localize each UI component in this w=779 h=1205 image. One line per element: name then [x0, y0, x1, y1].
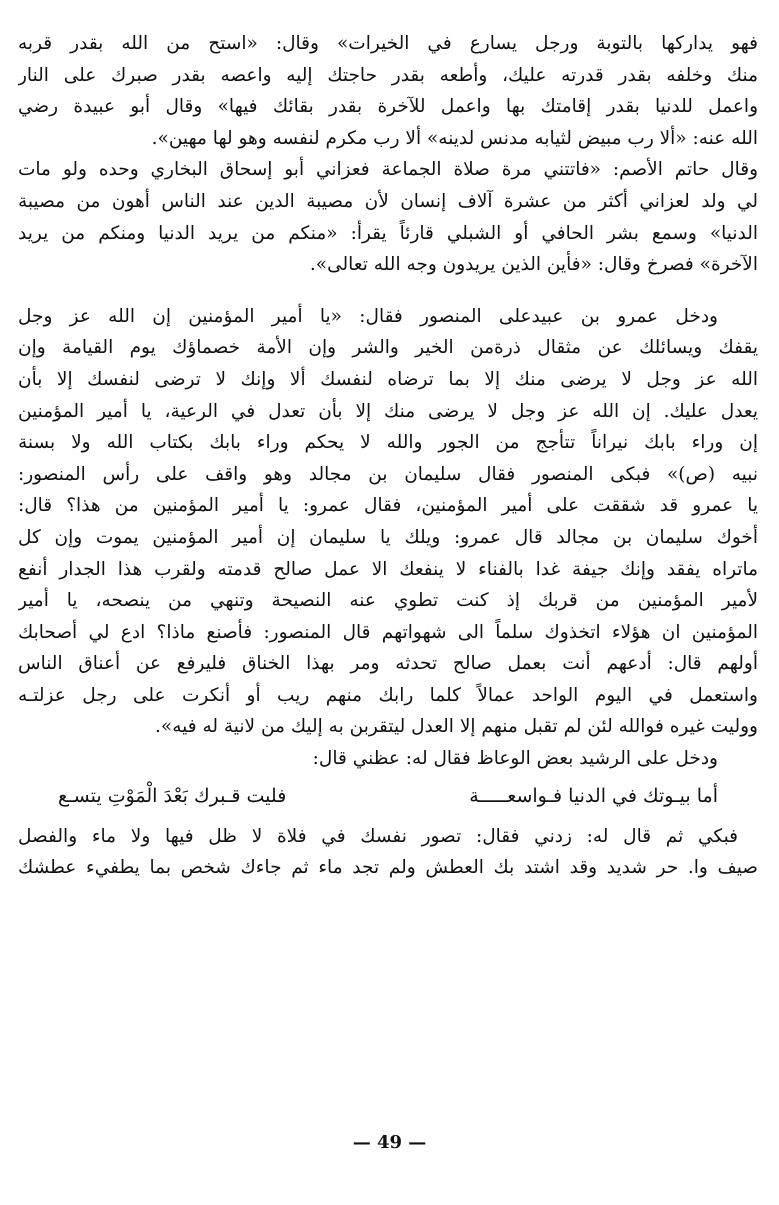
text-line: الله عنه: «ألا رب مبيض لثيابه مدنس لدينه» ألا رب مكرم لنفسه وهو لها مهين». [151, 127, 758, 149]
text-line: ووليت غيره فوالله لئن لم تقبل منهم إلا العدل ليتقربن به إليك من لانية له فيه». [155, 716, 758, 738]
text-line: ماتراه يفقد وإنك جيفة غدا بالفناء لا ينفعك الا عمل صالح قدمته ولقرب هذا الجدار أنفع [18, 558, 758, 580]
text-line: واستعمل في اليوم الواحد عمالاً كلما رابك منهم ريب أو أنكرت على رجل عزلتـه [18, 684, 758, 706]
text-line: الآخرة» فصرخ وقال: «فأين الذين يريدون وجه الله تعالى». [309, 254, 758, 276]
text-line: وقال حاتم الأصم: «فاتتني مرة صلاة الجماعة فعزاني أبو إسحاق البخاري وحده ولو مات [18, 159, 758, 181]
paragraph-3 [18, 743, 758, 775]
text-line: منك وخلفه بقدر قدرته عليك، وأطعه بقدر حاجتك إليه واعصه بقدر صبرك على النار [18, 64, 758, 86]
text-line: ودخل على الرشيد بعض الوعاظ فقال له: عظني قال: [312, 748, 718, 770]
text-line: ودخل عمرو بن عبيدعلى المنصور فقال: «يا أمير المؤمنين إن الله عز وجل [18, 305, 718, 327]
body-text [18, 28, 758, 884]
text-line: يقفك ويسائلك عن مثقال ذرةمن الخير والشر وإن الأمة خصماؤك يوم القيامة وإن [18, 337, 758, 359]
poem-verse [18, 775, 758, 821]
text-line: أخوك سليمان بن مجالد قال عمرو: ويلك يا سليمان إن أمير المؤمنين يموت وإن كل [18, 526, 758, 548]
text-line: الدنيا» وسمع بشر الحافي أو الشبلي قارئاً يقرأ: «منكم من يريد الدنيا ومنكم من يريد [18, 222, 758, 244]
text-line: فهو يداركها بالتوبة ورجل يسارع في الخيرات» وقال: «استح من الله بقدر قربه [18, 33, 758, 54]
page-number: — 49 — [352, 1132, 427, 1153]
text-line: نبيه (ص)» فبكى المنصور فقال سليمان بن مجالد وهو واقف على رأس المنصور: [18, 463, 758, 485]
text-line: واعمل للدنيا بقدر إقامتك بها واعمل للآخرة بقدر بقائك فيها» وقال أبو عبيدة رضي [18, 96, 758, 118]
paragraph-2 [18, 301, 758, 743]
text-line: لي ولد لعزاني أكثر من عشرة آلاف إنسان لأن مصيبة الدين عند الناس أهون من مصيبة [18, 190, 758, 212]
text-line: فبكي ثم قال له: زدني فقال: تصور نفسك في فلاة لا ظل فيها ولا ماء والفصل [18, 825, 738, 847]
text-line: الله عز وجل لا يرضى منك إلا بما ترضاه لنفسك ألا وإنك لا ترضى لنفسك إلا بأن [18, 368, 758, 390]
verse-first-hemistich: أما بيـوتك في الدنيا فـواسعـــــة [469, 784, 718, 807]
text-line: لأمير المؤمنين من قربك إذ كنت تطوي عنه النصيحة وتنهي من ينصحه، يا أمير [18, 590, 758, 612]
text-line: يعدل عليك. إن الله عز وجل لا يرضى منك إلا بأن تعدل في الرعية، يا أمير المؤمنين [18, 400, 758, 422]
text-line: يا عمرو قد شققت على أمير المؤمنين، فقال عمرو: يا أمير المؤمنين من هذا؟ قال: [18, 495, 758, 517]
paragraph-4 [18, 821, 758, 884]
text-line: المؤمنين ان هؤلاء اتخذوك سلماً الى شهواتهم قال المنصور: فأصنع ماذا؟ ادع لي أصحابك [18, 621, 758, 643]
text-line: إن وراء بابك نيراناً تتأجج من الجور والله لا يحكم وراء بابك بكتاب الله ولا بسنة [18, 432, 758, 454]
text-line: أولهم قال: أدعهم أنت بعمل صالح تحدثه ومر بهذا الخناق فليرفع عن أعناق الناس [18, 653, 758, 675]
paragraph-1 [18, 28, 758, 281]
text-line: صيف وا. حر شديد وقد اشتد بك العطش ولم تجد ماء ثم جاءك شخص بما يطفيء عطشك [18, 857, 758, 879]
verse-second-hemistich: فليت قـبرك بَعْدَ الْمَوْتِ يتسـع [58, 784, 287, 807]
